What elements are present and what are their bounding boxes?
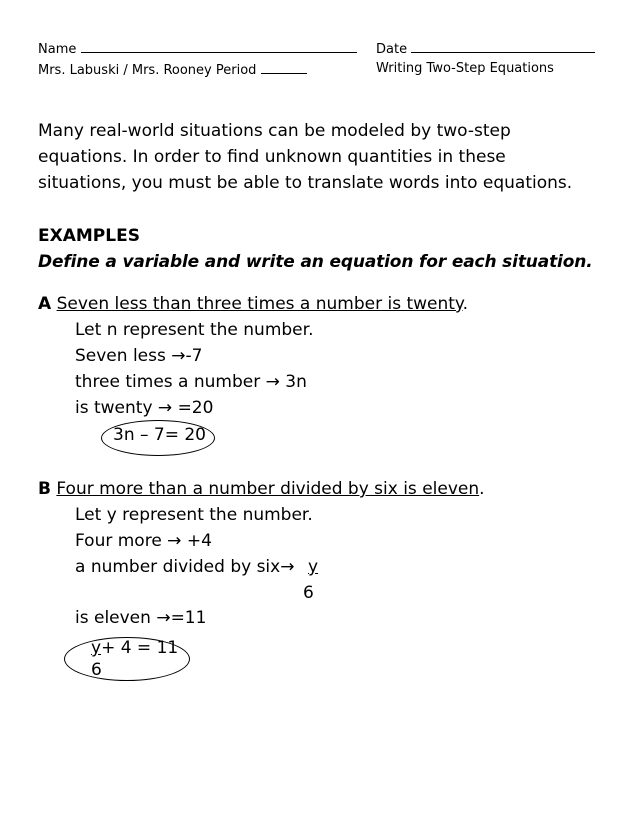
name-label: Name bbox=[38, 42, 77, 57]
example-a-step-4: is twenty → =20 bbox=[75, 398, 214, 418]
intro-line-2: equations. In order to find unknown quantities in these bbox=[38, 147, 506, 167]
example-b-letter: B bbox=[38, 479, 51, 499]
example-b-step-4: is eleven →=11 bbox=[75, 608, 207, 628]
example-b-step-1: Let y represent the number. bbox=[75, 505, 313, 525]
worksheet-title: Writing Two-Step Equations bbox=[376, 61, 554, 76]
intro-line-1: Many real-world situations can be modeled by two-step bbox=[38, 121, 511, 141]
name-blank[interactable] bbox=[81, 40, 357, 53]
example-a-letter: A bbox=[38, 294, 52, 314]
teacher-period-label: Mrs. Labuski / Mrs. Rooney Period bbox=[38, 63, 257, 78]
example-b-fraction-numerator: y bbox=[308, 557, 319, 577]
name-line bbox=[38, 40, 357, 57]
example-a-problem-line bbox=[38, 294, 468, 314]
period-blank[interactable] bbox=[261, 61, 307, 74]
date-label: Date bbox=[376, 42, 408, 57]
example-b-answer-denominator: 6 bbox=[91, 660, 102, 680]
examples-instruction: Define a variable and write an equation for each situation. bbox=[38, 252, 593, 272]
example-b-problem: Four more than a number divided by six is eleven bbox=[56, 479, 480, 499]
teacher-line bbox=[38, 61, 307, 78]
examples-heading: EXAMPLES bbox=[38, 226, 140, 246]
example-b-fraction-denominator: 6 bbox=[303, 583, 314, 603]
date-line bbox=[376, 40, 595, 57]
example-a-step-2: Seven less →-7 bbox=[75, 346, 203, 366]
example-b-answer-line bbox=[91, 638, 178, 658]
example-a-answer: 3n – 7= 20 bbox=[113, 425, 206, 445]
example-a-step-3: three times a number → 3n bbox=[75, 372, 307, 392]
example-b-step-2: Four more → +4 bbox=[75, 531, 212, 551]
example-b-problem-line bbox=[38, 479, 485, 499]
example-a-period: . bbox=[462, 294, 468, 314]
date-blank[interactable] bbox=[411, 40, 595, 53]
example-a-step-1: Let n represent the number. bbox=[75, 320, 314, 340]
example-b-answer-numerator: y bbox=[91, 638, 102, 658]
example-b-step-3: a number divided by six→ bbox=[75, 557, 295, 577]
intro-line-3: situations, you must be able to translate words into equations. bbox=[38, 173, 573, 193]
example-b-answer-rest: + 4 = 11 bbox=[101, 638, 179, 658]
example-b-period: . bbox=[479, 479, 485, 499]
example-a-problem: Seven less than three times a number is twenty bbox=[56, 294, 463, 314]
